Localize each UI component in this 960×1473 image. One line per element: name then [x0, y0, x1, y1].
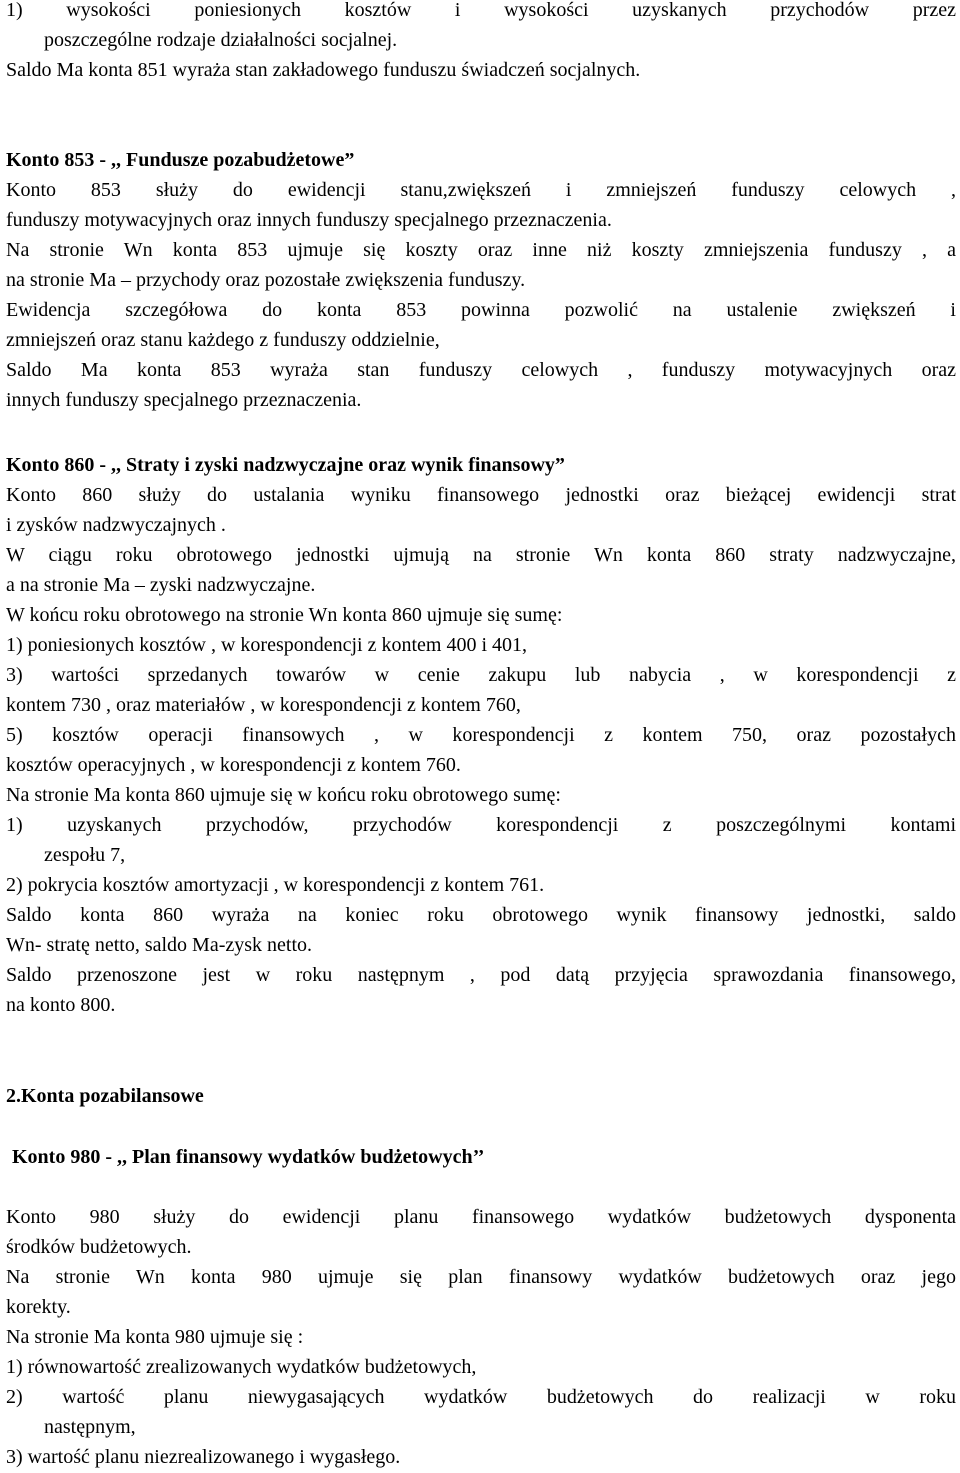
- section-heading: Konto 860 - ,, Straty i zyski nadzwyczajne oraz wynik finansowy”: [6, 454, 565, 476]
- list-item: 2) wartość planu niewygasających wydatków budżetowych do realizacji w roku: [6, 1386, 956, 1408]
- paragraph-line: Saldo konta 860 wyraża na koniec roku obrotowego wynik finansowy jednostki, saldo: [6, 904, 956, 926]
- list-item-continuation: zespołu 7,: [44, 844, 126, 866]
- paragraph-line: W ciągu roku obrotowego jednostki ujmują na stronie Wn konta 860 straty nadzwyczajne,: [6, 544, 956, 566]
- paragraph-line: Saldo przenoszone jest w roku następnym , pod datą przyjęcia sprawozdania finansowego,: [6, 964, 956, 986]
- section-heading: Konto 853 - ,, Fundusze pozabudżetowe”: [6, 149, 355, 171]
- list-item: 3) wartość planu niezrealizowanego i wygasłego.: [6, 1446, 401, 1468]
- paragraph-line: Wn- stratę netto, saldo Ma-zysk netto.: [6, 934, 313, 956]
- paragraph-line: funduszy motywacyjnych oraz innych funduszy specjalnego przeznaczenia.: [6, 209, 612, 231]
- list-item: 2) pokrycia kosztów amortyzacji , w korespondencji z kontem 761.: [6, 874, 545, 896]
- paragraph-line: środków budżetowych.: [6, 1236, 192, 1258]
- paragraph-line: Konto 860 służy do ustalania wyniku finansowego jednostki oraz bieżącej ewidencji strat: [6, 484, 956, 506]
- paragraph-line: Na stronie Ma konta 860 ujmuje się w końcu roku obrotowego sumę:: [6, 784, 561, 806]
- paragraph-line: Na stronie Wn konta 980 ujmuje się plan finansowy wydatków budżetowych oraz jego: [6, 1266, 956, 1288]
- list-item: 1) równowartość zrealizowanych wydatków budżetowych,: [6, 1356, 477, 1378]
- list-item: 1) uzyskanych przychodów, przychodów korespondencji z poszczególnymi kontami: [6, 814, 956, 836]
- list-item-continuation: następnym,: [44, 1416, 136, 1438]
- paragraph-line: na stronie Ma – przychody oraz pozostałe zwiększenia funduszy.: [6, 269, 526, 291]
- chapter-heading: 2.Konta pozabilansowe: [6, 1085, 204, 1107]
- paragraph-line: na konto 800.: [6, 994, 116, 1016]
- paragraph-line: Konto 853 służy do ewidencji stanu,zwiększeń i zmniejszeń funduszy celowych ,: [6, 179, 956, 201]
- paragraph-line: Konto 980 służy do ewidencji planu finansowego wydatków budżetowych dysponenta: [6, 1206, 956, 1228]
- list-item: 5) kosztów operacji finansowych , w korespondencji z kontem 750, oraz pozostałych: [6, 724, 956, 746]
- paragraph-line: W końcu roku obrotowego na stronie Wn konta 860 ujmuje się sumę:: [6, 604, 563, 626]
- list-item: 1) wysokości poniesionych kosztów i wysokości uzyskanych przychodów przez: [6, 0, 956, 21]
- list-item-continuation: kontem 730 , oraz materiałów , w korespondencji z kontem 760,: [6, 694, 521, 716]
- list-item: 1) poniesionych kosztów , w korespondencji z kontem 400 i 401,: [6, 634, 528, 656]
- section-heading: Konto 980 - ,, Plan finansowy wydatków budżetowych’’: [12, 1146, 485, 1168]
- paragraph-line: Na stronie Ma konta 980 ujmuje się :: [6, 1326, 304, 1348]
- list-item: 3) wartości sprzedanych towarów w cenie zakupu lub nabycia , w korespondencji z: [6, 664, 956, 686]
- paragraph-line: i zysków nadzwyczajnych .: [6, 514, 226, 536]
- list-item-continuation: poszczególne rodzaje działalności socjalnej.: [44, 29, 398, 51]
- paragraph-line: zmniejszeń oraz stanu każdego z funduszy oddzielnie,: [6, 329, 440, 351]
- list-item-continuation: kosztów operacyjnych , w korespondencji z kontem 760.: [6, 754, 461, 776]
- paragraph-line: Ewidencja szczegółowa do konta 853 powinna pozwolić na ustalenie zwiększeń i: [6, 299, 956, 321]
- paragraph-line: Na stronie Wn konta 853 ujmuje się koszty oraz inne niż koszty zmniejszenia funduszy , a: [6, 239, 956, 261]
- paragraph-line: a na stronie Ma – zyski nadzwyczajne.: [6, 574, 316, 596]
- paragraph-line: innych funduszy specjalnego przeznaczenia.: [6, 389, 362, 411]
- paragraph-line: korekty.: [6, 1296, 71, 1318]
- paragraph: Saldo Ma konta 851 wyraża stan zakładowego funduszu świadczeń socjalnych.: [6, 59, 641, 81]
- paragraph-line: Saldo Ma konta 853 wyraża stan funduszy celowych , funduszy motywacyjnych oraz: [6, 359, 956, 381]
